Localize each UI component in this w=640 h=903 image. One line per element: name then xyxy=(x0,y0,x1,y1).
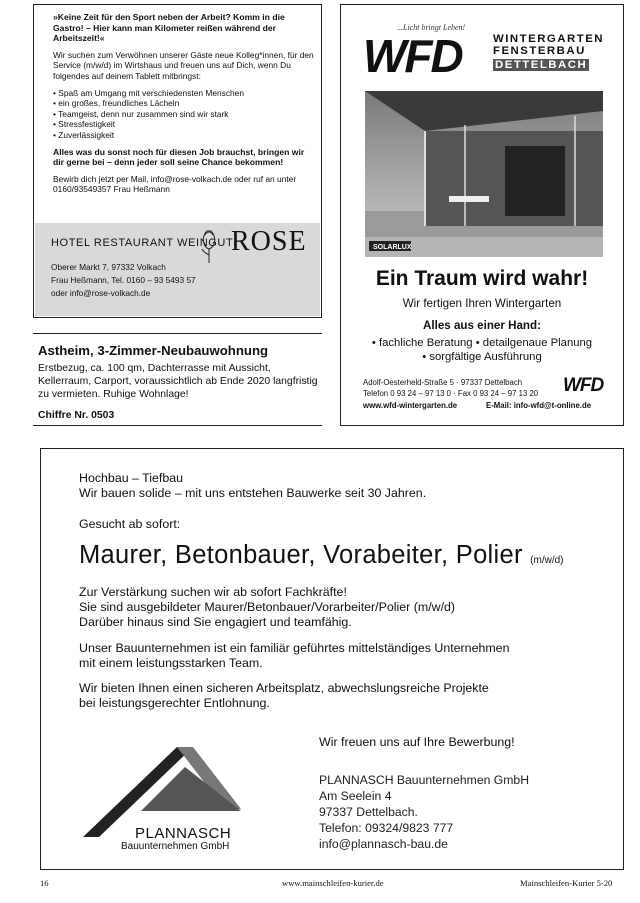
plan-wanted: Gesucht ab sofort: xyxy=(79,517,181,531)
plannasch-logo-sub: Bauunternehmen GmbH xyxy=(121,841,230,852)
wfd-phone: Telefon 0 93 24 – 97 13 0 · Fax 0 93 24 – 97 13 20 xyxy=(363,389,539,398)
plan-p1c: Darüber hinaus sind Sie engagiert und teamfähig. xyxy=(79,615,352,629)
rose-headline: »Keine Zeit für den Sport neben der Arbeit? Komm in die Gastro! – Hier kann man Kilometer reißen während der Arbeitszeit!« xyxy=(53,12,285,44)
rose-logo-name: ROSE xyxy=(231,226,307,257)
wfd-ad xyxy=(340,4,624,426)
wfd-email-link[interactable]: E-Mail: info-wfd@t-online.de xyxy=(486,401,592,410)
rose-address-block xyxy=(51,261,196,300)
wfd-service-2: • sorgfältige Ausführung xyxy=(422,351,542,363)
wfd-brand-line3: DETTELBACH xyxy=(495,59,588,71)
wfd-tagline: ...Licht bringt Leben! xyxy=(397,23,466,32)
plan-p3a: Wir bieten Ihnen einen sicheren Arbeitsplatz, abwechslungsreiche Projekte xyxy=(79,681,489,695)
wfd-mini-logo: WFD xyxy=(563,375,604,396)
page-number: 16 xyxy=(40,878,49,888)
rose-bullet-list xyxy=(53,88,315,141)
footer-url[interactable]: www.mainschleifen-kurier.de xyxy=(282,878,384,888)
wfd-brand-line1: WINTERGARTEN xyxy=(493,33,605,45)
plan-p3b: bei leistungsgerechter Entlohnung. xyxy=(79,696,270,710)
rose-intro: Wir suchen zum Verwöhnen unserer Gäste neue Kolleg*innen, für den Service (m/w/d) im Wirtshaus und freuen uns auf Dich, wenn Du folgendes auf deinem Tablett mitbringst: xyxy=(53,49,314,81)
wintergarden-photo xyxy=(365,91,603,257)
plan-jobs: Maurer, Betonbauer, Vorabeiter, Polier xyxy=(79,541,523,569)
wfd-website-link[interactable]: www.wfd-wintergarten.de xyxy=(363,401,458,410)
rose-phone: Frau Heßmann, Tel. 0160 – 93 5493 57 xyxy=(51,275,196,285)
plan-p1a: Zur Verstärkung suchen wir ab sofort Fachkräfte! xyxy=(79,585,347,599)
wfd-subline: Wir fertigen Ihren Wintergarten xyxy=(402,297,562,310)
rose-closing: Alles was du sonst noch für diesen Job brauchst, bringen wir dir gerne bei – denn jeder soll seine Chance bekommen! xyxy=(53,146,305,168)
rose-ad-text xyxy=(53,12,315,201)
list-item: • Teamgeist, denn nur zusammen sind wir stark xyxy=(53,109,315,120)
rose-address: Oberer Markt 7, 97332 Volkach xyxy=(51,262,166,272)
wfd-brand-line2: FENSTERBAU xyxy=(493,45,586,57)
plan-jobs-heading xyxy=(79,541,564,570)
plan-p1b: Sie sind ausgebildeter Maurer/Betonbauer/Vorarbeiter/Polier (m/w/d) xyxy=(79,600,456,614)
list-item: • Stressfestigkeit xyxy=(53,119,315,130)
rose-email: oder info@rose-volkach.de xyxy=(51,288,151,298)
rose-contact-box xyxy=(35,223,320,316)
wfd-headline: Ein Traum wird wahr! xyxy=(375,267,589,290)
rose-job-ad xyxy=(33,4,322,318)
plan-gender: (m/w/d) xyxy=(530,555,564,566)
list-item: • Zuverlässigkeit xyxy=(53,130,315,141)
plan-city: 97337 Dettelbach. xyxy=(319,805,418,819)
list-item: • ein großes, freundliches Lächeln xyxy=(53,98,315,109)
apartment-heading: Astheim, 3-Zimmer-Neubauwohnung xyxy=(38,343,269,358)
wfd-service-1: • fachliche Beratung • detailgenaue Planung xyxy=(371,337,593,349)
plan-line2: Wir bauen solide – mit uns entstehen Bauwerke seit 30 Jahren. xyxy=(79,486,427,500)
rose-logo-line: HOTEL RESTAURANT WEINGUT xyxy=(51,237,234,249)
plannasch-logo-name: PLANNASCH xyxy=(135,825,232,842)
footer-issue: Mainschleifen-Kurier 5-20 xyxy=(520,878,613,888)
wfd-address: Adolf-Oesterheld-Straße 5 · 97337 Dettelbach xyxy=(363,378,523,387)
plan-phone: Telefon: 09324/9823 777 xyxy=(319,821,454,835)
plan-p2b: mit einem leistungsstarken Team. xyxy=(79,656,263,670)
solarlux-badge: SOLARLUX xyxy=(373,244,412,251)
list-item: • Spaß am Umgang mit verschiedensten Menschen xyxy=(53,88,315,99)
apartment-ad xyxy=(33,333,322,426)
plannasch-job-ad xyxy=(40,448,624,870)
wfd-address-block xyxy=(363,377,538,399)
plan-email-link[interactable]: info@plannasch-bau.de xyxy=(319,837,448,851)
wfd-all-from-one: Alles aus einer Hand: xyxy=(423,319,541,332)
plan-company: PLANNASCH Bauunternehmen GmbH xyxy=(319,773,529,787)
plan-p2a: Unser Bauunternehmen ist ein familiär geführtes mittelständiges Unternehmen xyxy=(79,641,510,655)
rose-apply: Bewirb dich jetzt per Mail, info@rose-volkach.de oder ruf an unter 0160/93549357 Frau Heßmann xyxy=(53,173,297,195)
apartment-body: Erstbezug, ca. 100 qm, Dachterrasse mit Aussicht, Kellerraum, Carport, voraussichtlich ab Ende 2020 langfristig zu vermieten. Ruhige Wohnlage! xyxy=(38,363,318,400)
apartment-code: Chiffre Nr. 0503 xyxy=(38,410,115,421)
wfd-logo: WFD xyxy=(363,30,462,82)
plan-street: Am Seelein 4 xyxy=(319,789,392,803)
plan-closing: Wir freuen uns auf Ihre Bewerbung! xyxy=(319,735,515,749)
plan-line1: Hochbau – Tiefbau xyxy=(79,471,184,485)
